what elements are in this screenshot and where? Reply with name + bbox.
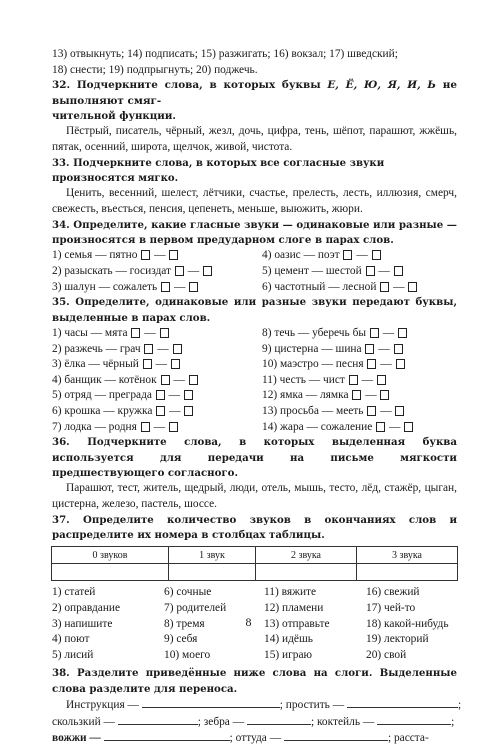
answer-line[interactable] bbox=[347, 697, 458, 708]
pair-item: 2) разжечь — грач bbox=[52, 342, 141, 355]
task-33-title: 33. Подчеркните слова, в которых все согласные звуки произносятся мягко. bbox=[52, 157, 385, 184]
answer-box[interactable] bbox=[366, 266, 375, 276]
task-32-title-cont: чительной функции. bbox=[52, 110, 176, 122]
word-item: 8) тремя bbox=[164, 617, 205, 630]
answer-box[interactable] bbox=[367, 359, 376, 369]
column-header: 1 звук bbox=[169, 547, 256, 564]
pair-item: 2) разыскать — госиздат bbox=[52, 265, 172, 277]
answer-box[interactable] bbox=[144, 344, 153, 354]
answer-box[interactable] bbox=[349, 375, 358, 385]
word-item: 3) напишите bbox=[52, 617, 113, 630]
pair-item: 1) семья — пятно bbox=[52, 249, 138, 262]
answer-box[interactable] bbox=[161, 282, 170, 292]
task-33-words: Ценить, весенний, шелест, лётчики, счастье, прелесть, лесть, иллюзия, смерч, свежесть, въесться, пенсия, цепенеть, меньше, выюжить, жюри. bbox=[52, 187, 457, 215]
word-item: 18) какой-нибудь bbox=[366, 617, 449, 630]
answer-box[interactable] bbox=[169, 250, 178, 260]
answer-box[interactable] bbox=[394, 266, 403, 276]
task-34-title: 34. Определите, какие гласные звуки — одинаковые или разные — произносятся в первом предударном слоге в парах слов. bbox=[52, 218, 457, 246]
answer-box[interactable] bbox=[189, 375, 198, 385]
answer-box[interactable] bbox=[156, 390, 165, 400]
answer-line[interactable] bbox=[104, 730, 230, 741]
pair-item: 3) шалун — сожалеть bbox=[52, 280, 158, 293]
pair-item: 14) жара — сожаление bbox=[262, 420, 373, 433]
word-item: 13) отправьте bbox=[264, 617, 330, 630]
answer-box[interactable] bbox=[189, 282, 198, 292]
answer-line[interactable] bbox=[377, 714, 451, 725]
pair-item: 9) цистерна — шина bbox=[262, 342, 362, 355]
answer-box[interactable] bbox=[380, 282, 389, 292]
answer-box[interactable] bbox=[173, 344, 182, 354]
word-item: 17) чей-то bbox=[366, 601, 416, 614]
answer-box[interactable] bbox=[160, 328, 169, 338]
column-header: 2 звука bbox=[256, 547, 357, 564]
word-item: 16) свежий bbox=[366, 586, 420, 599]
continued-list-line-1: 13) отвыкнуть; 14) подписать; 15) разжигать; 16) вокзал; 17) шведский; bbox=[52, 48, 398, 60]
answer-box[interactable] bbox=[396, 359, 405, 369]
pair-item: 4) банщик — котёнок bbox=[52, 373, 157, 386]
pair-item: 4) оазис — поэт bbox=[262, 249, 340, 262]
word-item: 10) моего bbox=[164, 648, 211, 661]
column-header: 3 звука bbox=[357, 547, 458, 564]
answer-box[interactable] bbox=[175, 266, 184, 276]
page-number: 8 bbox=[245, 615, 252, 629]
task-32-words: Пёстрый, писатель, чёрный, жезл, дочь, цифра, тень, шёпот, парашют, жжёшь, пятак, осенний, широта, щелчок, живой, чистота. bbox=[52, 125, 457, 153]
task-36-title: 36. Подчеркните слова, в которых выделенная буква используется для передачи на письме мягкости предшествующего согласного. bbox=[52, 436, 457, 479]
pair-item: 12) ямка — лямка bbox=[262, 389, 349, 402]
answer-line[interactable] bbox=[247, 714, 311, 725]
answer-box[interactable] bbox=[156, 406, 165, 416]
pair-item: 5) цемент — шестой bbox=[262, 265, 362, 277]
pair-item: 1) часы — мята bbox=[52, 327, 128, 339]
answer-box[interactable] bbox=[365, 344, 374, 354]
word-item: 1) статей bbox=[52, 586, 96, 599]
answer-box[interactable] bbox=[404, 422, 413, 432]
page-content bbox=[52, 47, 462, 747]
answer-line[interactable] bbox=[118, 714, 198, 725]
answer-box[interactable] bbox=[394, 344, 403, 354]
word-item: 12) пламени bbox=[264, 601, 324, 614]
pair-item: 6) частотный — лесной bbox=[262, 280, 377, 293]
word-item: 19) лекторий bbox=[366, 633, 429, 646]
task-35-pairs: 1) часы — мята — 8) течь — уберечь бы — 2) разжечь — грач — 9) цистерна — шина — 3) ёлка — чёрный — 10) маэстро — песня — 4) банщик — котёнок — 11) честь — чист — 5) отряд — преграда — 12) ямка — лямка — 6) крошка — кружка — 13) просьба — мееть — 7) лодка — родня — 14) жара — сожаление — bbox=[52, 326, 457, 435]
answer-cell[interactable] bbox=[169, 564, 256, 581]
task-37-title: 37. Определите количество звуков в окончаниях слов и распределите их номера в столбцах таблицы. bbox=[52, 513, 457, 541]
word-item: 4) поют bbox=[52, 633, 90, 646]
task-35-title: 35. Определите, одинаковые или разные звуки передают буквы, выделенные в парах слов. bbox=[52, 296, 457, 324]
column-header: 0 звуков bbox=[52, 547, 169, 564]
pair-item: 13) просьба — мееть bbox=[262, 404, 364, 417]
word-item: 15) играю bbox=[264, 648, 313, 661]
word-item: 11) вяжите bbox=[264, 586, 317, 599]
task-36-words: Парашют, тест, житель, щедрый, люди, отель, мышь, тесто, лёд, стажёр, цыган, цистерна, железо, пастель, шоссе. bbox=[52, 482, 457, 510]
answer-box[interactable] bbox=[141, 250, 150, 260]
answer-box[interactable] bbox=[352, 390, 361, 400]
answer-box[interactable] bbox=[398, 328, 407, 338]
answer-cell[interactable] bbox=[52, 564, 169, 581]
answer-box[interactable] bbox=[171, 359, 180, 369]
task-32-title: 32. Подчеркните слова, в которых буквы Е, Ё, Ю, Я, И, Ь не выполняют смяг- bbox=[52, 79, 457, 107]
answer-box[interactable] bbox=[184, 406, 193, 416]
answer-box[interactable] bbox=[377, 375, 386, 385]
word-item: 5) лисий bbox=[52, 648, 94, 661]
answer-cell[interactable] bbox=[256, 564, 357, 581]
answer-box[interactable] bbox=[395, 406, 404, 416]
task-38-line-1: Инструкция — ; простить — ; bbox=[66, 699, 462, 712]
answer-box[interactable] bbox=[367, 406, 376, 416]
answer-cell[interactable] bbox=[357, 564, 458, 581]
answer-box[interactable] bbox=[203, 266, 212, 276]
word-item: 7) родителей bbox=[164, 601, 227, 614]
answer-box[interactable] bbox=[161, 375, 170, 385]
answer-box[interactable] bbox=[372, 250, 381, 260]
answer-box[interactable] bbox=[143, 359, 152, 369]
answer-box[interactable] bbox=[141, 422, 150, 432]
word-item: 2) оправдание bbox=[52, 601, 121, 614]
answer-box[interactable] bbox=[184, 390, 193, 400]
answer-box[interactable] bbox=[380, 390, 389, 400]
word-item: 14) идёшь bbox=[264, 633, 313, 646]
answer-box[interactable] bbox=[131, 328, 140, 338]
answer-box[interactable] bbox=[376, 422, 385, 432]
pair-item: 6) крошка — кружка bbox=[52, 404, 153, 417]
word-item: 9) себя bbox=[164, 633, 198, 646]
answer-box[interactable] bbox=[408, 282, 417, 292]
pair-item: 11) честь — чист bbox=[262, 373, 345, 386]
continued-list-line-2: 18) снести; 19) подпрыгнуть; 20) поджечь. bbox=[52, 63, 258, 76]
answer-box[interactable] bbox=[343, 250, 352, 260]
sound-count-table bbox=[51, 546, 458, 581]
answer-line[interactable] bbox=[142, 697, 280, 708]
answer-box[interactable] bbox=[169, 422, 178, 432]
pair-item: 8) течь — уберечь бы bbox=[262, 327, 367, 339]
task-34-pairs: 1) семья — пятно — 4) оазис — поэт — 2) разыскать — госиздат — 5) цемент — шестой — 3) шалун — сожалеть — 6) частотный — лесной — bbox=[52, 248, 457, 295]
answer-line[interactable] bbox=[284, 730, 388, 741]
answer-box[interactable] bbox=[370, 328, 379, 338]
pair-item: 3) ёлка — чёрный bbox=[52, 358, 139, 371]
word-item: 6) сочные bbox=[164, 586, 212, 599]
pair-item: 7) лодка — родня bbox=[52, 420, 137, 433]
task-38-line-2: скользкий — ; зебра — ; коктейль — ; bbox=[52, 715, 455, 728]
word-item: 20) свой bbox=[366, 648, 407, 661]
task-38-title: 38. Разделите приведённые ниже слова на слоги. Выделенные слова разделите для переноса. bbox=[52, 667, 457, 695]
task-38-line-3: вожжи — ; оттуда — ; расста- bbox=[52, 732, 429, 745]
pair-item: 10) маэстро — песня bbox=[262, 358, 364, 371]
pair-item: 5) отряд — преграда bbox=[52, 389, 152, 402]
